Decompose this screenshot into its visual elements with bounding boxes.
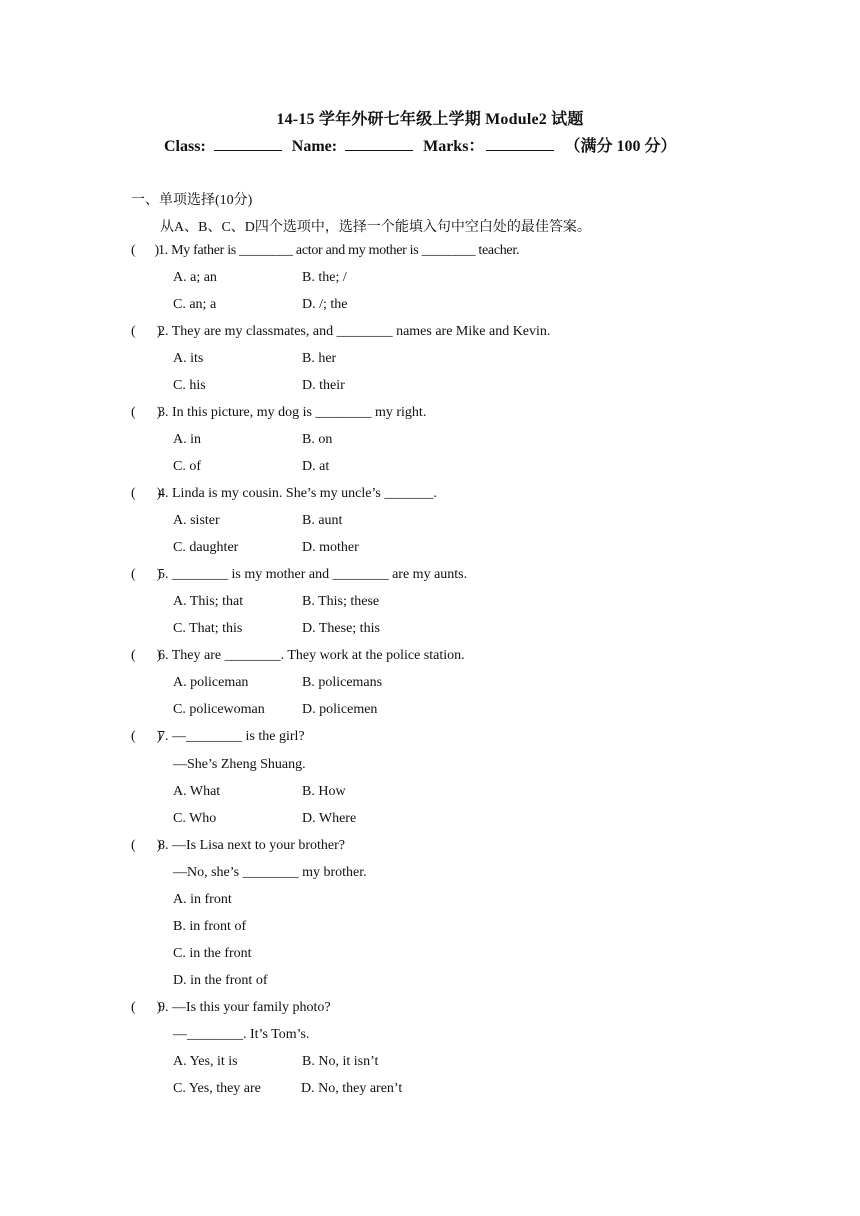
question-text: 8. —Is Lisa next to your brother? (158, 838, 346, 853)
question-8 (131, 838, 345, 854)
section-title: 一、单项选择(10分) (131, 193, 253, 208)
option-b: B. on (302, 432, 333, 447)
option-b: B. her (302, 351, 337, 366)
option-a: A. sister (173, 513, 220, 528)
option-d: D. at (302, 459, 330, 474)
question-3 (131, 405, 426, 421)
option-a: A. in (173, 432, 201, 447)
question-text: 1. My father is ________ actor and my mother is ________ teacher. (158, 243, 520, 258)
question-5 (131, 567, 467, 583)
option-d: D. Where (302, 811, 357, 826)
full-score: （满分 100 分） (564, 138, 677, 155)
name-blank (345, 136, 413, 151)
name-label: Name: (291, 138, 338, 155)
question-text: 2. They are my classmates, and ________ names are Mike and Kevin. (158, 324, 551, 339)
option-b: B. This; these (302, 594, 380, 609)
question-text-line2: —No, she’s ________ my brother. (173, 865, 367, 880)
marks-blank (486, 136, 554, 151)
option-b: B. aunt (302, 513, 343, 528)
option-b: B. the; / (302, 270, 347, 285)
option-c: C. of (173, 459, 201, 474)
question-text-line2: —________. It’s Tom’s. (173, 1027, 310, 1042)
answer-paren: ( ) (131, 1000, 162, 1015)
question-9 (131, 1000, 331, 1016)
option-d: D. in the front of (173, 973, 268, 988)
class-label: Class: (164, 138, 206, 155)
option-d: D. These; this (302, 621, 380, 636)
option-b: B. No, it isn’t (302, 1054, 379, 1069)
answer-paren: ( ) (131, 648, 162, 663)
question-1 (131, 243, 519, 259)
question-7 (131, 729, 305, 745)
question-6 (131, 648, 465, 664)
question-text: 9. —Is this your family photo? (158, 1000, 331, 1015)
option-a: A. Yes, it is (173, 1054, 238, 1069)
option-d: D. mother (302, 540, 359, 555)
option-c: C. daughter (173, 540, 239, 555)
option-c: C. policewoman (173, 702, 265, 717)
answer-paren: ( ) (131, 243, 159, 258)
option-c: C. an; a (173, 297, 217, 312)
option-c: C. Who (173, 811, 217, 826)
option-a: A. a; an (173, 270, 217, 285)
option-a: A. its (173, 351, 204, 366)
option-c: C. That; this (173, 621, 243, 636)
option-a: A. policeman (173, 675, 249, 690)
answer-paren: ( ) (131, 729, 162, 744)
question-4 (131, 486, 437, 502)
instruction: 从A、B、C、D四个选项中，选择一个能填入句中空白处的最佳答案。 (160, 220, 591, 235)
question-text: 4. Linda is my cousin. She’s my uncle’s _______. (158, 486, 437, 501)
class-blank (214, 136, 282, 151)
marks-label: Marks： (423, 138, 485, 155)
option-a: A. in front (173, 892, 232, 907)
exam-header (164, 133, 676, 156)
answer-paren: ( ) (131, 567, 162, 582)
option-b: B. policemans (302, 675, 383, 690)
option-d: D. /; the (302, 297, 348, 312)
option-d: D. No, they aren’t (301, 1081, 403, 1096)
option-a: A. What (173, 784, 221, 799)
question-text: 5. ________ is my mother and ________ are my aunts. (158, 567, 468, 582)
answer-paren: ( ) (131, 324, 162, 339)
question-text-line2: —She’s Zheng Shuang. (173, 757, 306, 772)
answer-paren: ( ) (131, 486, 162, 501)
answer-paren: ( ) (131, 838, 162, 853)
option-c: C. his (173, 378, 206, 393)
question-2 (131, 324, 550, 340)
question-text: 7. —________ is the girl? (158, 729, 305, 744)
option-b: B. in front of (173, 919, 247, 934)
question-text: 6. They are ________. They work at the police station. (158, 648, 465, 663)
option-c: C. in the front (173, 946, 252, 961)
option-b: B. How (302, 784, 346, 799)
option-a: A. This; that (173, 594, 244, 609)
answer-paren: ( ) (131, 405, 162, 420)
option-c: C. Yes, they are (173, 1081, 261, 1096)
page-title: 14-15 学年外研七年级上学期 Module2 试题 (276, 111, 584, 128)
question-text: 3. In this picture, my dog is ________ my right. (158, 405, 427, 420)
option-d: D. their (302, 378, 345, 393)
option-d: D. policemen (302, 702, 378, 717)
